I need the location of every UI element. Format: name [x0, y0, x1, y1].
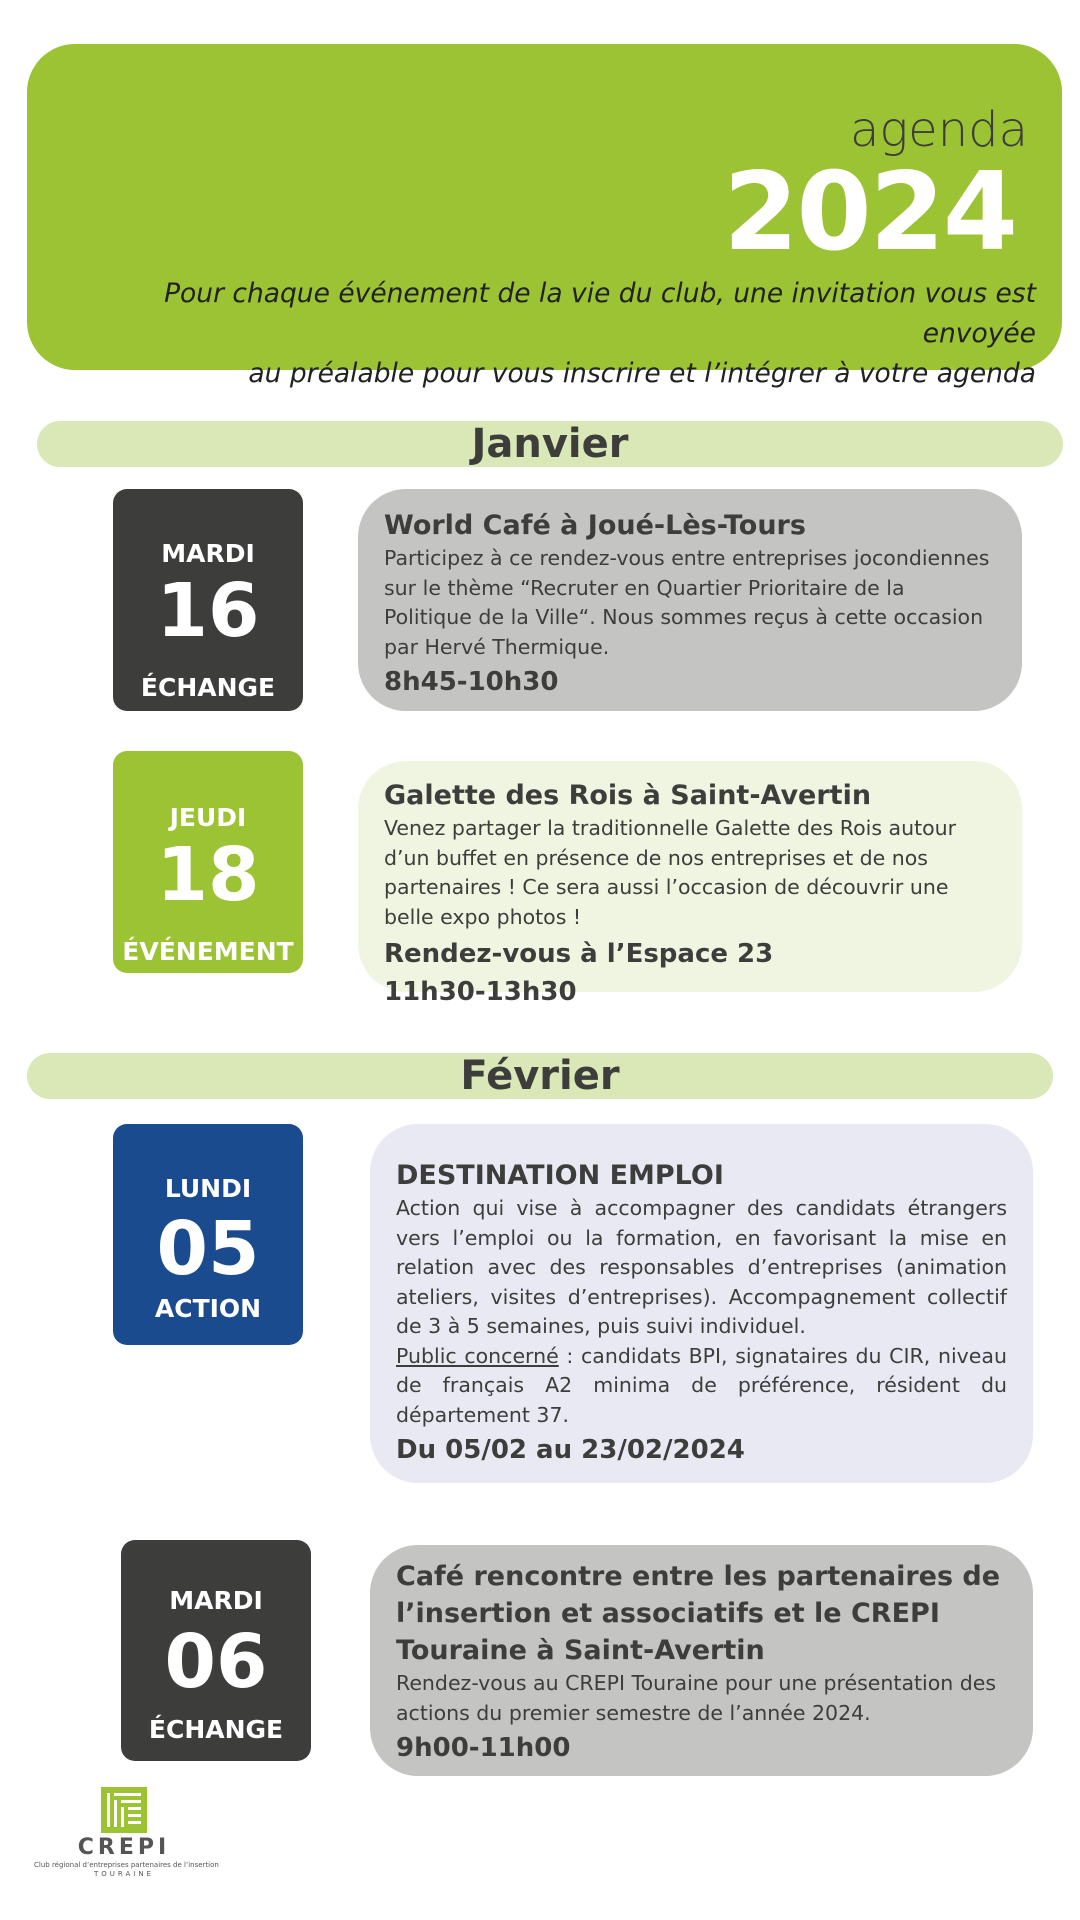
date-badge	[121, 1540, 311, 1761]
event-title: Café rencontre entre les partenaires de l’insertion et associatifs et le CREPI Touraine à Saint-Avertin	[396, 1561, 1001, 1666]
date-number: 16	[156, 568, 260, 654]
logo-name: CREPI	[77, 1835, 171, 1860]
date-weekday: MARDI	[169, 1586, 263, 1615]
logo-region: TOURAINE	[93, 1870, 154, 1878]
date-badge	[113, 489, 303, 711]
event-card	[358, 489, 1022, 711]
date-category: ÉVÉNEMENT	[122, 937, 294, 966]
event-time: Du 05/02 au 23/02/2024	[396, 1435, 745, 1465]
event-time: 11h30-13h30	[384, 977, 577, 1007]
intro-line-2: au préalable pour vous inscrire et l’intégrer à votre agenda	[248, 358, 1036, 389]
event-description: Venez partager la traditionnelle Galette des Rois autour d’un buffet en présence de nos entreprises et de nos partenaires ! Ce sera aussi l’occasion de découvrir une belle expo photos !	[384, 816, 957, 929]
date-weekday: MARDI	[161, 539, 255, 568]
date-number: 06	[164, 1619, 268, 1705]
event-time: 9h00-11h00	[396, 1733, 571, 1763]
date-weekday: LUNDI	[164, 1174, 252, 1203]
agenda-year: 2024	[723, 150, 1016, 275]
audience-text: : candidats BPI, signataires du CIR, niveau de français A2 minima de préférence, résident du département 37.	[396, 1343, 1007, 1427]
agenda-header	[27, 44, 1062, 389]
event-title: World Café à Joué-Lès-Tours	[384, 510, 806, 541]
event-card	[358, 761, 1022, 1007]
event-place: Rendez-vous à l’Espace 23	[384, 939, 774, 969]
event-description: Action qui vise à accompagner des candidats étrangers vers l’emploi ou la formation, en favorisant la mise en relation avec des responsables d’entreprises (animation ateliers, visites d’entreprises). Accompagnement collectif de 3 à 5 semaines, puis suivi individuel.	[396, 1196, 1007, 1338]
audience-label: Public concerné	[396, 1343, 559, 1368]
intro-line-1: Pour chaque événement de la vie du club, une invitation vous est envoyée	[164, 278, 1036, 349]
date-category: ACTION	[154, 1294, 262, 1323]
event-card	[370, 1545, 1033, 1776]
logo-subtitle: Club régional d’entreprises partenaires de l’insertion	[34, 1861, 219, 1869]
crepi-logo-icon	[99, 1785, 149, 1835]
event-description: Participez à ce rendez-vous entre entreprises jocondiennes sur le thème “Recruter en Quartier Prioritaire de la Politique de la Ville“. Nous sommes reçus à cette occasion par Hervé Thermique.	[384, 546, 990, 659]
date-category: ÉCHANGE	[148, 1715, 284, 1744]
date-number: 05	[156, 1206, 260, 1292]
month-heading-january: Janvier	[37, 421, 1063, 467]
event-audience	[396, 1342, 1007, 1431]
event-time: 8h45-10h30	[384, 667, 559, 697]
date-category: ÉCHANGE	[140, 673, 276, 702]
agenda-label: agenda	[849, 102, 1028, 158]
event-card	[370, 1124, 1033, 1483]
event-title: DESTINATION EMPLOI	[396, 1160, 724, 1191]
date-number: 18	[156, 832, 260, 918]
event-description: Rendez-vous au CREPI Touraine pour une présentation des actions du premier semestre de l’année 2024.	[396, 1671, 997, 1725]
date-weekday: JEUDI	[169, 803, 247, 832]
crepi-logo	[34, 1785, 219, 1881]
date-badge	[113, 751, 303, 973]
month-heading-february: Février	[27, 1053, 1053, 1099]
date-badge	[113, 1124, 303, 1345]
intro-text	[56, 274, 1036, 394]
event-title: Galette des Rois à Saint-Avertin	[384, 780, 872, 811]
